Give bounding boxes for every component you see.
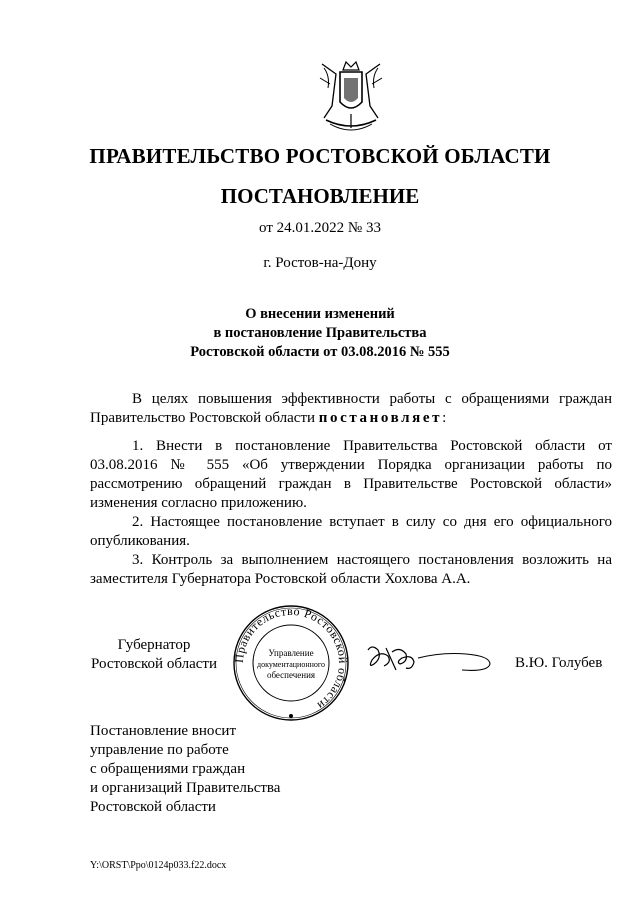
stamp-inner-line: документационного — [257, 660, 325, 669]
note-line: Ростовской области — [90, 799, 216, 815]
document-subject — [0, 305, 640, 362]
stamp-inner-line: Управление — [268, 648, 314, 658]
preamble-end: : — [442, 410, 447, 426]
preamble-text: В целях повышения эффективности работы с обращениями граждан Правительство Ростовской области — [90, 391, 612, 426]
submitted-by-note — [90, 722, 280, 817]
signatory-title — [90, 636, 218, 674]
subject-line: в постановление Правительства — [213, 325, 427, 341]
file-path: Y:\ORST\Ppo\0124p033.f22.docx — [90, 860, 227, 871]
organization-title: ПРАВИТЕЛЬСТВО РОСТОВСКОЙ ОБЛАСТИ — [89, 144, 551, 168]
signatory-name: В.Ю. Голубев — [515, 655, 603, 671]
preamble-paragraph — [90, 390, 612, 428]
signatory-title-line: Ростовской области — [91, 656, 217, 672]
order-item: 2. Настоящее постановление вступает в силу со дня его официального опубликования. — [90, 514, 612, 549]
note-line: Постановление вносит — [90, 723, 237, 739]
svg-text:Правительство Ростовской облас — [232, 604, 350, 713]
document-type: ПОСТАНОВЛЕНИЕ — [220, 184, 420, 208]
note-line: с обращениями граждан — [90, 761, 246, 777]
stamp-inner-line: обеспечения — [266, 670, 316, 680]
order-item: 3. Контроль за выполнением настоящего постановления возложить на заместителя Губернатора Ростовской области Хохлова А.А. — [90, 552, 612, 587]
subject-line: Ростовской области от 03.08.2016 № 555 — [190, 344, 450, 360]
document-date-number: от 24.01.2022 № 33 — [259, 220, 381, 236]
document-city: г. Ростов-на-Дону — [263, 255, 377, 271]
order-item: 1. Внести в постановление Правительства Ростовской области от 03.08.2016 № 555 «Об утверждении Порядка организации работы по рассмотрению обращений граждан в Правительстве Ростовской области» изменения согласно приложению. — [90, 438, 612, 511]
stamp-outer-text: Правительство Ростовской области — [232, 604, 350, 714]
coat-of-arms-emblem — [318, 58, 384, 134]
handwritten-signature — [362, 640, 497, 680]
note-line: и организаций Правительства — [90, 780, 281, 796]
note-line: управление по работе — [90, 742, 229, 758]
preamble-keyword: постановляет — [318, 410, 443, 426]
official-stamp — [232, 604, 350, 722]
document-body — [90, 390, 612, 589]
signatory-title-line: Губернатор — [117, 637, 191, 653]
subject-line: О внесении изменений — [245, 306, 395, 322]
